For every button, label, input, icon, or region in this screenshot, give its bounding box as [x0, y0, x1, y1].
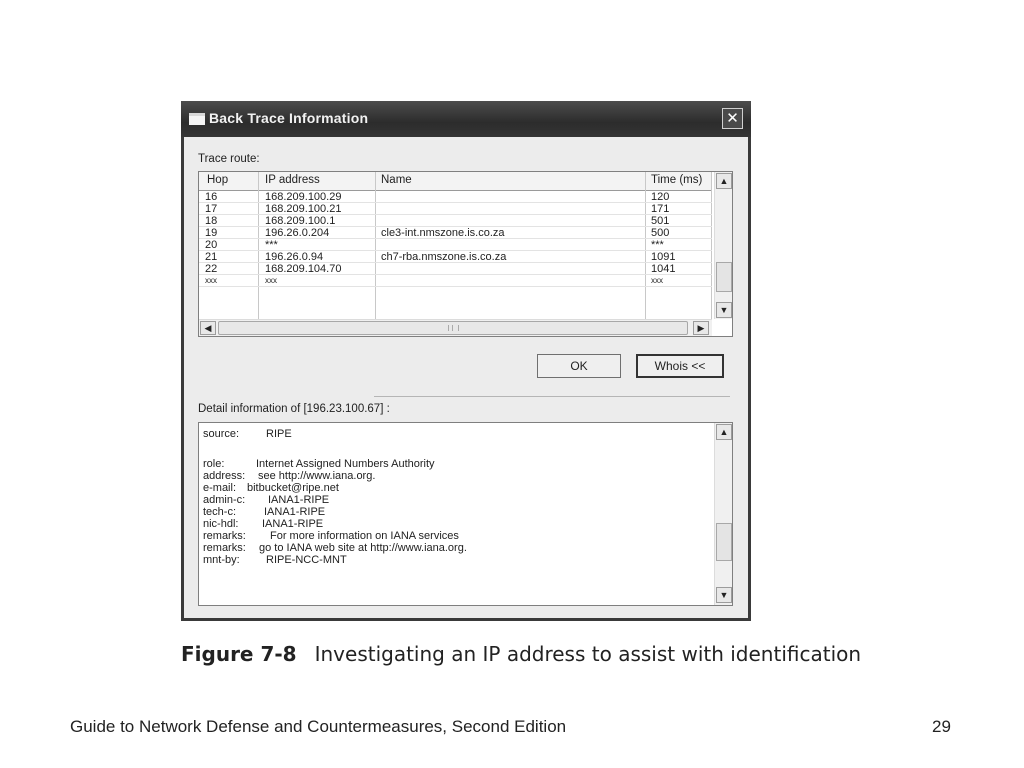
ip-cell: xxx — [265, 276, 277, 285]
ip-cell: 168.209.100.1 — [265, 215, 336, 227]
time-cell: 501 — [651, 215, 670, 227]
scroll-down-icon[interactable]: ▼ — [716, 587, 732, 603]
detail-value: RIPE — [266, 428, 292, 440]
hop-cell: 21 — [205, 251, 218, 263]
detail-value: RIPE-NCC-MNT — [266, 554, 347, 566]
hop-cell: 22 — [205, 263, 218, 275]
detail-line — [203, 506, 326, 518]
detail-line — [203, 494, 330, 506]
column-hop[interactable]: Hop — [207, 174, 229, 186]
detail-key: admin-c: — [203, 494, 246, 506]
table-row[interactable] — [199, 227, 712, 239]
grip-icon — [448, 325, 459, 331]
scroll-thumb[interactable] — [716, 262, 732, 292]
scroll-up-icon[interactable]: ▲ — [716, 173, 732, 189]
detail-value: IANA1-RIPE — [264, 506, 326, 518]
detail-text-area[interactable] — [198, 422, 733, 606]
scroll-right-icon[interactable]: ▶ — [693, 321, 709, 335]
table-row[interactable] — [199, 275, 712, 287]
detail-key: nic-hdl: — [203, 518, 239, 530]
table-row[interactable] — [199, 239, 712, 251]
dialog-client — [184, 137, 748, 618]
detail-line — [203, 428, 292, 440]
detail-value: see http://www.iana.org. — [258, 470, 376, 482]
column-name[interactable]: Name — [381, 174, 412, 186]
scroll-down-icon[interactable]: ▼ — [716, 302, 732, 318]
column-time[interactable]: Time (ms) — [651, 174, 703, 186]
ip-cell: 168.209.100.21 — [265, 203, 342, 215]
hop-cell: 16 — [205, 191, 218, 203]
detail-line — [203, 518, 324, 530]
footer-book-title: Guide to Network Defense and Countermeasures, Second Edition — [70, 717, 567, 736]
ok-button[interactable]: OK — [537, 354, 621, 378]
detail-key: tech-c: — [203, 506, 237, 518]
detail-key: remarks: — [203, 542, 246, 554]
list-vertical-scrollbar[interactable] — [714, 172, 732, 319]
back-trace-dialog — [181, 101, 751, 621]
name-cell: cle3-int.nmszone.is.co.za — [381, 227, 505, 239]
time-cell: 171 — [651, 203, 670, 215]
detail-line — [203, 482, 339, 494]
hop-cell: 19 — [205, 227, 218, 239]
table-row[interactable] — [199, 263, 712, 275]
whois-button[interactable]: Whois << — [636, 354, 724, 378]
title-bar[interactable] — [181, 101, 751, 137]
scroll-left-icon[interactable]: ◀ — [200, 321, 216, 335]
name-cell: ch7-rba.nmszone.is.co.za — [381, 251, 507, 263]
time-cell: 500 — [651, 227, 670, 239]
detail-value: bitbucket@ripe.net — [247, 482, 339, 494]
figure-text: Investigating an IP address to assist with identification — [314, 642, 862, 666]
dialog-title: Back Trace Information — [209, 110, 369, 126]
page-number: 29 — [932, 717, 951, 736]
table-row[interactable] — [199, 251, 712, 263]
detail-key: address: — [203, 470, 246, 482]
detail-value: go to IANA web site at http://www.iana.org. — [259, 542, 467, 554]
detail-line — [203, 470, 376, 482]
detail-vertical-scrollbar[interactable] — [714, 423, 732, 605]
time-cell: xxx — [651, 276, 663, 285]
detail-key: source: — [203, 428, 240, 440]
detail-key: role: — [203, 458, 225, 470]
list-horizontal-scrollbar[interactable] — [199, 319, 712, 336]
window-icon — [189, 113, 205, 125]
table-row[interactable] — [199, 191, 712, 203]
ip-cell: *** — [265, 239, 278, 251]
detail-label: Detail information of [196.23.100.67] : — [198, 403, 390, 415]
detail-line — [203, 554, 347, 566]
detail-line — [203, 542, 467, 554]
ip-cell: 196.26.0.94 — [265, 251, 324, 263]
scroll-up-icon[interactable]: ▲ — [716, 424, 732, 440]
detail-line — [203, 458, 435, 470]
detail-key: mnt-by: — [203, 554, 240, 566]
detail-value: IANA1-RIPE — [268, 494, 330, 506]
trace-route-label: Trace route: — [198, 153, 260, 165]
detail-key: e-mail: — [203, 482, 237, 494]
hop-cell: 18 — [205, 215, 218, 227]
detail-value: IANA1-RIPE — [262, 518, 324, 530]
figure-number: Figure 7-8 — [181, 642, 297, 666]
horizontal-scroll-thumb[interactable] — [218, 321, 688, 335]
close-icon[interactable]: ✕ — [722, 108, 743, 129]
trace-route-list[interactable] — [198, 171, 733, 337]
figure-caption — [181, 642, 861, 666]
scroll-thumb[interactable] — [716, 523, 732, 561]
table-row[interactable] — [199, 215, 712, 227]
list-rows — [199, 191, 712, 287]
hop-cell: 20 — [205, 239, 218, 251]
table-row[interactable] — [199, 203, 712, 215]
ip-cell: 196.26.0.204 — [265, 227, 330, 239]
hop-cell: 17 — [205, 203, 218, 215]
hop-cell: xxx — [205, 276, 217, 285]
detail-value: Internet Assigned Numbers Authority — [256, 458, 435, 470]
detail-line — [203, 530, 459, 542]
time-cell: 1091 — [651, 251, 676, 263]
column-ip-address[interactable]: IP address — [265, 174, 320, 186]
separator-line — [374, 396, 730, 397]
ip-cell: 168.209.104.70 — [265, 263, 342, 275]
time-cell: *** — [651, 239, 664, 251]
list-header — [199, 172, 712, 191]
detail-value: For more information on IANA services — [270, 530, 459, 542]
detail-key: remarks: — [203, 530, 246, 542]
time-cell: 1041 — [651, 263, 676, 275]
time-cell: 120 — [651, 191, 670, 203]
ip-cell: 168.209.100.29 — [265, 191, 342, 203]
